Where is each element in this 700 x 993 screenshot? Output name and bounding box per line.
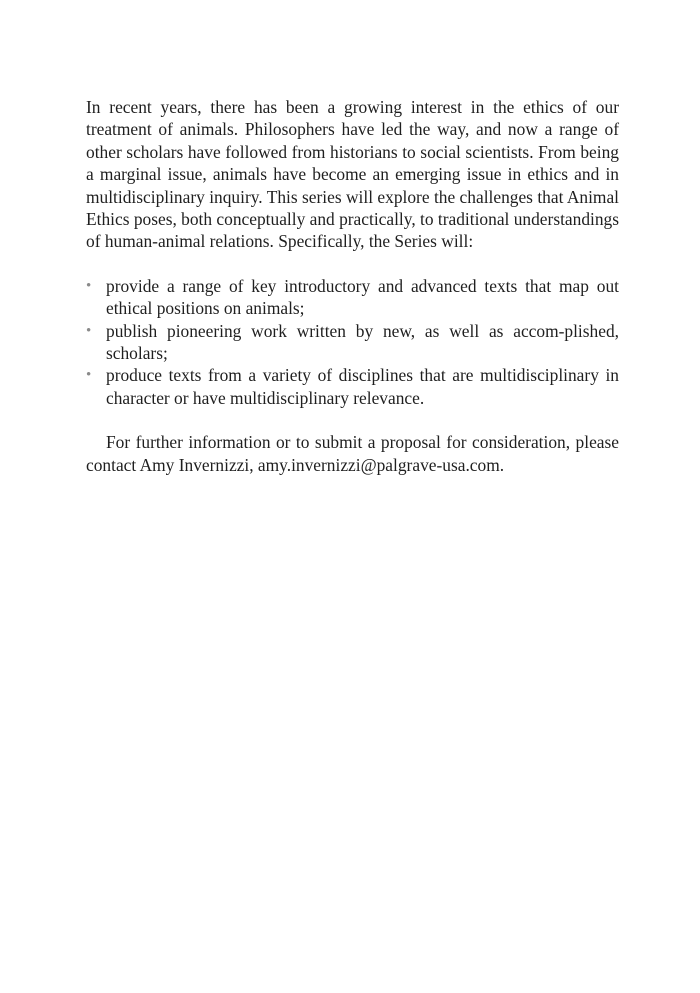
bullet-text: produce texts from a variety of disciplines that are multidisciplinary in character or have multidisciplinary relevance.	[106, 365, 619, 408]
bullet-icon: •	[86, 322, 92, 339]
list-item	[86, 320, 619, 365]
bullet-icon: •	[86, 277, 92, 294]
bullet-icon: •	[86, 367, 92, 384]
series-goals-list	[86, 275, 619, 409]
intro-paragraph: In recent years, there has been a growing interest in the ethics of our treatment of animals. Philosophers have led the way, and now a range of other scholars have followed from historians to social scientists. From being a marginal issue, animals have become an emerging issue in ethics and in multidisciplinary inquiry. This series will explore the challenges that Animal Ethics poses, both conceptually and practically, to traditional understandings of human-animal relations. Specifically, the Series will:	[86, 97, 620, 252]
series-description-page	[86, 96, 619, 476]
contact-paragraph: For further information or to submit a proposal for consideration, please contact Amy Invernizzi, amy.invernizzi@palgrave-usa.com.	[86, 432, 619, 475]
list-item	[86, 364, 619, 409]
bullet-text: publish pioneering work written by new, as well as accom-plished, scholars;	[106, 320, 619, 364]
list-item	[86, 275, 619, 320]
bullet-text: provide a range of key introductory and advanced texts that map out ethical positions on animals;	[106, 275, 619, 319]
